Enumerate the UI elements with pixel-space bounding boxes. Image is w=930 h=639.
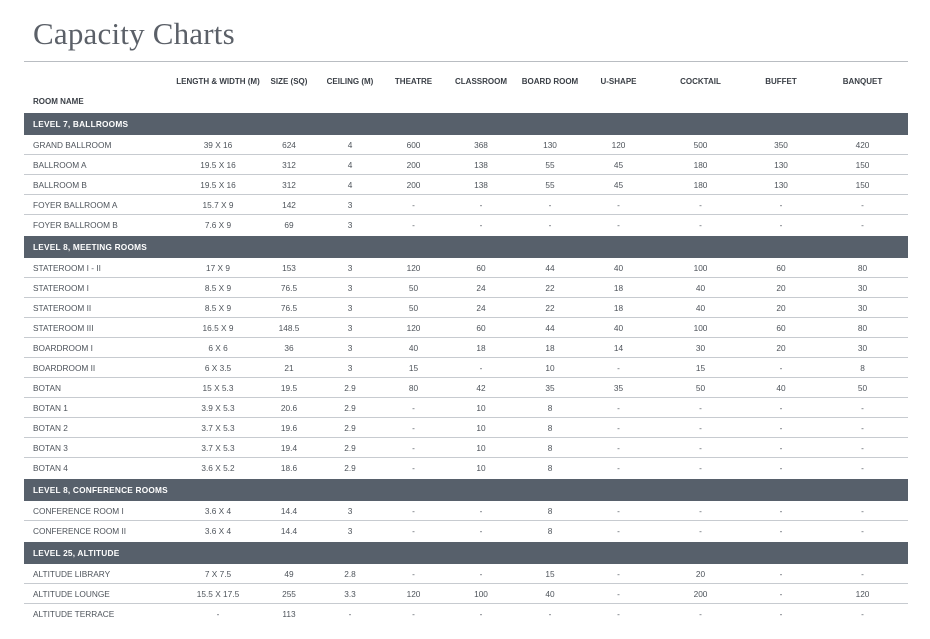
table-cell: 49 [262, 564, 316, 584]
table-cell: 18 [443, 338, 519, 358]
table-cell: - [656, 501, 745, 521]
table-cell: 6 X 3.5 [174, 358, 262, 378]
table-cell: 3.6 X 4 [204, 525, 232, 536]
table-cell: - [861, 608, 864, 619]
table-cell: - [581, 195, 656, 215]
column-header: U-SHAPE [600, 77, 637, 86]
table-cell: 3 [316, 195, 384, 215]
table-cell: - [581, 398, 656, 418]
table-cell: 420 [817, 135, 908, 155]
column-header: THEATRE [394, 77, 433, 86]
table-cell: - [745, 564, 817, 584]
table-cell: - [817, 398, 908, 418]
section-title: LEVEL 8, MEETING ROOMS [24, 236, 908, 258]
table-cell: 8 [519, 398, 581, 418]
table-cell: 120 [384, 318, 443, 338]
table-cell: 44 [519, 258, 581, 278]
table-cell: 3 [316, 338, 384, 358]
table-cell: 80 [817, 258, 908, 278]
table-cell: 50 [384, 298, 443, 318]
table-cell: 142 [262, 195, 316, 215]
table-row [24, 564, 908, 584]
table-row [24, 501, 908, 521]
table-cell: - [745, 195, 817, 215]
table-cell: - [817, 501, 908, 521]
table-row [24, 318, 908, 338]
table-cell: 30 [817, 278, 908, 298]
table-cell: - [216, 608, 220, 619]
table-cell: - [656, 438, 745, 458]
table-cell: - [656, 195, 745, 215]
table-cell: 76.5 [262, 278, 316, 298]
table-cell: 14.4 [262, 501, 316, 521]
table-cell: 2.9 [316, 438, 384, 458]
table-row [24, 458, 908, 478]
table-cell: 15.7 X 9 [174, 195, 262, 215]
table-cell: 10 [443, 418, 519, 438]
table-cell: 3 [316, 501, 384, 521]
room-name-cell: FOYER BALLROOM B [33, 219, 118, 230]
section-header-row [24, 479, 908, 501]
table-cell: 2.9 [316, 418, 384, 438]
table-cell: 35 [581, 378, 656, 398]
table-cell: 76.5 [262, 298, 316, 318]
table-row [24, 604, 908, 624]
table-cell: 16.5 X 9 [174, 318, 262, 338]
table-cell: 22 [519, 298, 581, 318]
table-cell: 30 [817, 338, 908, 358]
table-cell: 8 [817, 358, 908, 378]
table-cell: 120 [581, 135, 656, 155]
table-cell: - [443, 358, 519, 378]
table-cell: 22 [519, 278, 581, 298]
table-cell: 15 X 5.3 [174, 378, 262, 398]
room-name-cell: BOTAN [24, 378, 174, 398]
table-cell: 3 [347, 525, 353, 536]
table-cell: 2.9 [344, 462, 356, 473]
table-cell: 130 [745, 155, 817, 175]
table-cell: 14 [581, 338, 656, 358]
table-cell: 50 [384, 278, 443, 298]
table-cell: 500 [656, 135, 745, 155]
table-row [24, 278, 908, 298]
table-cell: 3.7 X 5.3 [174, 418, 262, 438]
table-cell: - [384, 195, 443, 215]
table-cell: - [699, 608, 702, 619]
room-name-cell: BOTAN 2 [24, 418, 174, 438]
column-header: BUFFET [765, 77, 797, 86]
table-cell: 10 [443, 398, 519, 418]
table-cell: - [384, 438, 443, 458]
table-cell: 50 [656, 378, 745, 398]
table-cell: - [817, 438, 908, 458]
room-name-cell: ALTITUDE LIBRARY [24, 564, 174, 584]
table-cell: 8 [519, 418, 581, 438]
table-cell: - [384, 564, 443, 584]
table-cell: 7 X 7.5 [174, 564, 262, 584]
table-cell: 3.9 X 5.3 [174, 398, 262, 418]
table-cell: 100 [656, 318, 745, 338]
table-row [24, 175, 908, 195]
table-cell: 24 [443, 298, 519, 318]
column-header: CEILING (M) [326, 77, 374, 86]
table-cell: - [384, 418, 443, 438]
table-cell: 153 [262, 258, 316, 278]
table-cell: 3 [316, 298, 384, 318]
table-cell: - [617, 219, 620, 230]
table-cell: - [581, 584, 656, 604]
table-cell: - [519, 195, 581, 215]
table-cell: 30 [817, 298, 908, 318]
table-row [24, 521, 908, 541]
section-header-row [24, 236, 908, 258]
table-cell: 19.4 [262, 438, 316, 458]
table-cell: 624 [262, 135, 316, 155]
section-header-row [24, 542, 908, 564]
table-cell: 255 [262, 584, 316, 604]
table-cell: - [745, 398, 817, 418]
table-cell: - [745, 358, 817, 378]
table-cell: 55 [519, 175, 581, 195]
section-title: LEVEL 7, BALLROOMS [24, 113, 908, 135]
table-row [24, 398, 908, 418]
table-cell: 312 [262, 175, 316, 195]
table-cell: 120 [384, 258, 443, 278]
table-cell: 35 [519, 378, 581, 398]
table-cell: - [617, 525, 620, 536]
table-cell: 55 [519, 155, 581, 175]
table-cell: 2.9 [316, 378, 384, 398]
table-cell: 138 [443, 175, 519, 195]
table-cell: 24 [443, 278, 519, 298]
table-cell: 19.5 X 16 [174, 175, 262, 195]
table-cell: 4 [316, 175, 384, 195]
table-row [24, 155, 908, 175]
table-cell: 44 [519, 318, 581, 338]
table-cell: - [699, 219, 702, 230]
table-cell: 3 [347, 219, 353, 230]
table-cell: - [617, 608, 620, 619]
table-cell: 18 [581, 298, 656, 318]
room-name-cell: ALTITUDE TERRACE [33, 608, 115, 619]
table-cell: 4 [316, 135, 384, 155]
table-cell: 10 [476, 462, 486, 473]
table-cell: 3.3 [316, 584, 384, 604]
table-cell: 40 [656, 278, 745, 298]
table-cell: 80 [384, 378, 443, 398]
table-cell: - [412, 608, 415, 619]
table-cell: 148.5 [262, 318, 316, 338]
table-cell: 60 [745, 318, 817, 338]
table-cell: - [479, 608, 483, 619]
room-name-cell: STATEROOM II [24, 298, 174, 318]
table-cell: 18 [519, 338, 581, 358]
table-cell: - [745, 584, 817, 604]
table-cell: - [817, 195, 908, 215]
table-cell: 20 [656, 564, 745, 584]
table-row [24, 418, 908, 438]
table-cell: 120 [384, 584, 443, 604]
table-cell: - [412, 462, 415, 473]
table-cell: 20.6 [262, 398, 316, 418]
table-cell: 20 [745, 338, 817, 358]
table-row [24, 584, 908, 604]
table-cell: - [779, 219, 783, 230]
table-cell: 80 [817, 318, 908, 338]
table-cell: 130 [745, 175, 817, 195]
column-header: COCKTAIL [680, 77, 721, 86]
table-cell: 15 [384, 358, 443, 378]
room-name-cell: BOTAN 4 [33, 462, 68, 473]
column-header: CLASSROOM [455, 77, 507, 86]
table-cell: - [745, 418, 817, 438]
table-cell: 40 [581, 258, 656, 278]
table-cell: 60 [745, 258, 817, 278]
table-cell: 3 [316, 278, 384, 298]
table-cell: 120 [817, 584, 908, 604]
page-title: Capacity Charts [33, 16, 235, 51]
table-cell: 4 [316, 155, 384, 175]
table-cell: - [861, 219, 864, 230]
table-cell: 180 [656, 155, 745, 175]
table-cell: 7.6 X 9 [204, 219, 232, 230]
table-row [24, 215, 908, 235]
room-name-cell: STATEROOM III [24, 318, 174, 338]
table-body [24, 113, 908, 623]
table-cell: 30 [656, 338, 745, 358]
room-name-cell: BOARDROOM II [24, 358, 174, 378]
table-cell: - [581, 501, 656, 521]
table-cell: - [412, 525, 415, 536]
table-cell: - [443, 564, 519, 584]
table-cell: 600 [384, 135, 443, 155]
table-cell: 20 [745, 278, 817, 298]
table-cell: 40 [519, 584, 581, 604]
table-cell: 350 [745, 135, 817, 155]
table-cell: 2.9 [316, 398, 384, 418]
table-cell: 113 [282, 608, 296, 619]
table-cell: - [779, 525, 783, 536]
table-cell: 40 [656, 298, 745, 318]
table-cell: - [348, 608, 352, 619]
column-header: LENGTH & WIDTH (M) [176, 77, 260, 86]
table-cell: - [548, 608, 552, 619]
table-cell: 150 [817, 175, 908, 195]
table-cell: 138 [443, 155, 519, 175]
table-cell: 19.5 [262, 378, 316, 398]
table-cell: 100 [656, 258, 745, 278]
table-cell: 100 [443, 584, 519, 604]
table-row [24, 298, 908, 318]
table-cell: 40 [581, 318, 656, 338]
table-row [24, 338, 908, 358]
table-cell: - [581, 418, 656, 438]
column-header: BOARD ROOM [521, 77, 579, 86]
table-cell: - [699, 525, 702, 536]
table-cell: 45 [581, 175, 656, 195]
room-name-cell: STATEROOM I - II [24, 258, 174, 278]
table-cell: 368 [443, 135, 519, 155]
table-row [24, 438, 908, 458]
table-cell: 3 [316, 358, 384, 378]
table-cell: - [443, 501, 519, 521]
room-name-cell: FOYER BALLROOM A [24, 195, 174, 215]
header-row [24, 77, 908, 113]
table-cell: 3.6 X 4 [174, 501, 262, 521]
table-cell: - [817, 564, 908, 584]
table-row [24, 258, 908, 278]
table-cell: 8.5 X 9 [174, 278, 262, 298]
section-title: LEVEL 8, CONFERENCE ROOMS [24, 479, 908, 501]
room-name-cell: CONFERENCE ROOM II [33, 525, 127, 536]
table-cell: - [617, 462, 620, 473]
table-row [24, 378, 908, 398]
table-row [24, 358, 908, 378]
table-cell: 130 [519, 135, 581, 155]
table-cell: 200 [384, 175, 443, 195]
room-name-cell: ALTITUDE LOUNGE [24, 584, 174, 604]
table-row [24, 195, 908, 215]
table-cell: 69 [284, 219, 294, 230]
table-cell: 8 [547, 525, 553, 536]
table-cell: 10 [519, 358, 581, 378]
room-name-cell: CONFERENCE ROOM I [24, 501, 174, 521]
table-cell: - [384, 501, 443, 521]
table-cell: 3.7 X 5.3 [174, 438, 262, 458]
room-name-cell: BOARDROOM I [24, 338, 174, 358]
table-cell: 8 [519, 438, 581, 458]
table-cell: 19.5 X 16 [174, 155, 262, 175]
room-name-cell: STATEROOM I [24, 278, 174, 298]
table-cell: 6 X 6 [174, 338, 262, 358]
table-cell: 2.8 [316, 564, 384, 584]
table-cell: - [861, 525, 864, 536]
table-cell: 21 [262, 358, 316, 378]
table-cell: - [548, 219, 552, 230]
table-cell: - [479, 525, 483, 536]
table-cell: 15.5 X 17.5 [174, 584, 262, 604]
table-cell: 19.6 [262, 418, 316, 438]
table-cell: 39 X 16 [174, 135, 262, 155]
table-cell: 10 [443, 438, 519, 458]
table-cell: 14.4 [280, 525, 298, 536]
capacity-table [24, 77, 908, 623]
room-name-cell: BOTAN 3 [24, 438, 174, 458]
table-cell: 312 [262, 155, 316, 175]
column-header: BANQUET [842, 77, 883, 86]
room-name-cell: GRAND BALLROOM [24, 135, 174, 155]
section-header-row [24, 113, 908, 135]
table-cell: 200 [384, 155, 443, 175]
section-title: LEVEL 25, ALTITUDE [24, 542, 908, 564]
table-cell: 200 [656, 584, 745, 604]
table-cell: 180 [656, 175, 745, 195]
table-cell: - [581, 438, 656, 458]
table-cell: 60 [443, 258, 519, 278]
table-cell: - [745, 438, 817, 458]
table-cell: - [699, 462, 702, 473]
table-cell: - [581, 564, 656, 584]
room-name-cell: BALLROOM A [24, 155, 174, 175]
table-cell: 40 [745, 378, 817, 398]
table-cell: - [779, 462, 783, 473]
table-cell: 17 X 9 [174, 258, 262, 278]
table-cell: - [656, 418, 745, 438]
table-cell: 42 [443, 378, 519, 398]
table-cell: 15 [656, 358, 745, 378]
table-cell: 8.5 X 9 [174, 298, 262, 318]
table-cell: - [412, 219, 415, 230]
table-cell: - [656, 398, 745, 418]
table-cell: 40 [384, 338, 443, 358]
table-cell: - [745, 501, 817, 521]
title-divider [24, 61, 908, 62]
room-name-cell: BALLROOM B [24, 175, 174, 195]
column-header: SIZE (SQ) [270, 77, 308, 86]
table-cell: 15 [519, 564, 581, 584]
table-cell: 18 [581, 278, 656, 298]
table-cell: 8 [519, 501, 581, 521]
table-cell: 3.6 X 5.2 [201, 462, 235, 473]
table-cell: 45 [581, 155, 656, 175]
table-cell: - [479, 219, 483, 230]
table-row [24, 135, 908, 155]
table-cell: 50 [817, 378, 908, 398]
table-cell: 36 [262, 338, 316, 358]
table-cell: - [443, 195, 519, 215]
column-header: ROOM NAME [33, 97, 84, 106]
table-cell: - [779, 608, 783, 619]
table-cell: 3 [316, 318, 384, 338]
table-cell: - [384, 398, 443, 418]
table-cell: - [861, 462, 864, 473]
table-cell: 3 [316, 258, 384, 278]
table-cell: 20 [745, 298, 817, 318]
table-cell: - [581, 358, 656, 378]
table-cell: - [817, 418, 908, 438]
table-cell: 8 [547, 462, 553, 473]
table-cell: 18.6 [280, 462, 298, 473]
room-name-cell: BOTAN 1 [24, 398, 174, 418]
table-cell: 60 [443, 318, 519, 338]
table-cell: 150 [817, 155, 908, 175]
